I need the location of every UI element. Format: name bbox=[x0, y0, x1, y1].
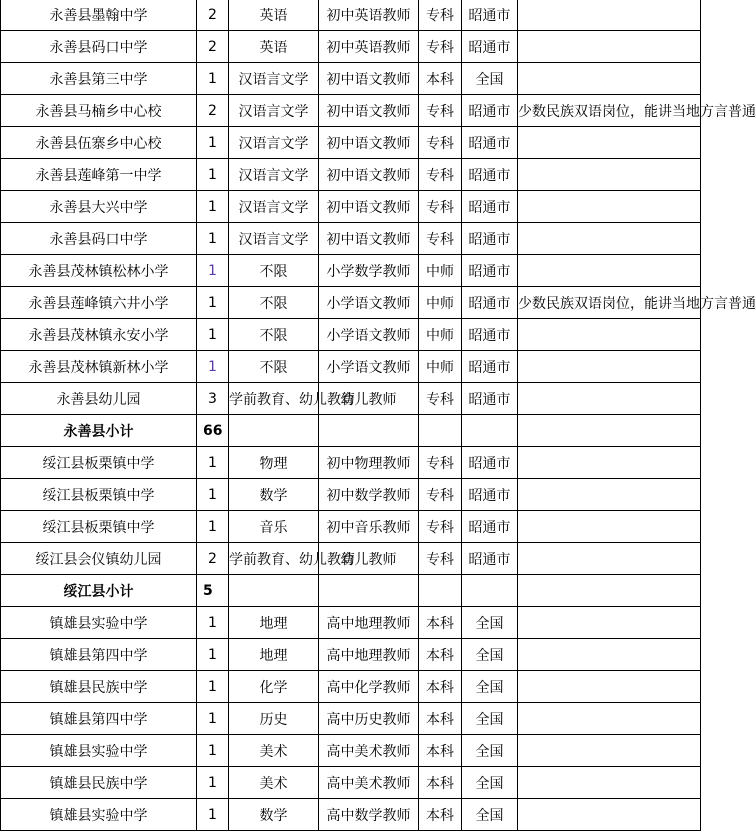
note-cell bbox=[518, 703, 701, 735]
table-row bbox=[1, 159, 701, 191]
note-cell bbox=[518, 799, 701, 831]
count-cell: 2 bbox=[197, 0, 229, 31]
school-cell: 镇雄县第四中学 bbox=[1, 639, 197, 671]
education-cell: 本科 bbox=[419, 607, 462, 639]
school-cell: 镇雄县实验中学 bbox=[1, 735, 197, 767]
table-body bbox=[1, 0, 756, 831]
scope-cell: 全国 bbox=[462, 735, 518, 767]
major-cell: 汉语言文学 bbox=[229, 95, 319, 127]
school-cell: 绥江县会仪镇幼儿园 bbox=[1, 543, 197, 575]
education-cell: 专科 bbox=[419, 31, 462, 63]
subtotal-label-cell: 绥江县小计 bbox=[1, 575, 197, 607]
education-cell: 本科 bbox=[419, 703, 462, 735]
note-cell bbox=[518, 159, 701, 191]
school-cell: 永善县茂林镇永安小学 bbox=[1, 319, 197, 351]
count-cell: 1 bbox=[197, 671, 229, 703]
count-cell: 2 bbox=[197, 31, 229, 63]
table-row bbox=[1, 767, 701, 799]
count-cell: 2 bbox=[197, 95, 229, 127]
table-row bbox=[1, 319, 701, 351]
table-row bbox=[1, 0, 701, 31]
major-cell: 不限 bbox=[229, 287, 319, 319]
note-cell bbox=[518, 383, 701, 415]
note-cell bbox=[518, 543, 701, 575]
post-cell: 初中语文教师 bbox=[319, 127, 419, 159]
count-cell: 1 bbox=[197, 319, 229, 351]
scope-cell: 昭通市 bbox=[462, 511, 518, 543]
scope-cell: 昭通市 bbox=[462, 0, 518, 31]
scope-cell: 昭通市 bbox=[462, 287, 518, 319]
post-cell: 小学语文教师 bbox=[319, 287, 419, 319]
scope-cell: 昭通市 bbox=[462, 447, 518, 479]
post-cell: 初中音乐教师 bbox=[319, 511, 419, 543]
post-cell: 高中数学教师 bbox=[319, 799, 419, 831]
major-cell: 汉语言文学 bbox=[229, 159, 319, 191]
major-cell: 英语 bbox=[229, 0, 319, 31]
count-cell: 3 bbox=[197, 383, 229, 415]
school-cell: 镇雄县实验中学 bbox=[1, 799, 197, 831]
education-cell: 本科 bbox=[419, 735, 462, 767]
scope-cell: 昭通市 bbox=[462, 543, 518, 575]
education-cell: 本科 bbox=[419, 671, 462, 703]
table-row bbox=[1, 799, 701, 831]
count-cell: 1 bbox=[197, 479, 229, 511]
major-cell: 地理 bbox=[229, 639, 319, 671]
count-cell: 2 bbox=[197, 543, 229, 575]
count-cell: 1 bbox=[197, 703, 229, 735]
school-cell: 永善县茂林镇松林小学 bbox=[1, 255, 197, 287]
education-cell: 专科 bbox=[419, 511, 462, 543]
scope-cell: 全国 bbox=[462, 767, 518, 799]
scope-cell: 昭通市 bbox=[462, 223, 518, 255]
scope-cell: 昭通市 bbox=[462, 127, 518, 159]
major-cell: 不限 bbox=[229, 319, 319, 351]
count-cell: 1 bbox=[197, 799, 229, 831]
major-cell: 音乐 bbox=[229, 511, 319, 543]
post-cell: 初中语文教师 bbox=[319, 191, 419, 223]
table-row bbox=[1, 703, 701, 735]
subtotal-count-cell: 66 bbox=[197, 415, 229, 447]
empty-cell bbox=[419, 575, 462, 607]
scope-cell: 昭通市 bbox=[462, 479, 518, 511]
education-cell: 专科 bbox=[419, 383, 462, 415]
count-cell: 1 bbox=[197, 447, 229, 479]
empty-cell bbox=[462, 415, 518, 447]
note-cell bbox=[518, 607, 701, 639]
post-cell: 小学数学教师 bbox=[319, 255, 419, 287]
post-cell: 幼儿教师 bbox=[319, 383, 419, 415]
scope-cell: 昭通市 bbox=[462, 191, 518, 223]
table-row bbox=[1, 735, 701, 767]
count-cell: 1 bbox=[197, 63, 229, 95]
education-cell: 专科 bbox=[419, 159, 462, 191]
post-cell: 高中历史教师 bbox=[319, 703, 419, 735]
table-row bbox=[1, 127, 701, 159]
school-cell: 永善县码口中学 bbox=[1, 31, 197, 63]
scope-cell: 昭通市 bbox=[462, 383, 518, 415]
education-cell: 专科 bbox=[419, 191, 462, 223]
scope-cell: 昭通市 bbox=[462, 31, 518, 63]
empty-cell bbox=[518, 575, 701, 607]
education-cell: 本科 bbox=[419, 799, 462, 831]
school-cell: 镇雄县民族中学 bbox=[1, 671, 197, 703]
scope-cell: 全国 bbox=[462, 703, 518, 735]
table-row bbox=[1, 543, 701, 575]
school-cell: 绥江县板栗镇中学 bbox=[1, 479, 197, 511]
school-cell: 永善县墨翰中学 bbox=[1, 0, 197, 31]
post-cell: 幼儿教师 bbox=[319, 543, 419, 575]
scope-cell: 昭通市 bbox=[462, 255, 518, 287]
subtotal-label-cell: 永善县小计 bbox=[1, 415, 197, 447]
note-cell bbox=[518, 191, 701, 223]
major-cell: 英语 bbox=[229, 31, 319, 63]
count-cell: 1 bbox=[197, 191, 229, 223]
table-row bbox=[1, 95, 701, 127]
major-cell: 不限 bbox=[229, 255, 319, 287]
school-cell: 永善县码口中学 bbox=[1, 223, 197, 255]
table-row bbox=[1, 223, 701, 255]
note-cell bbox=[518, 319, 701, 351]
table-row bbox=[1, 255, 701, 287]
school-cell: 永善县大兴中学 bbox=[1, 191, 197, 223]
major-cell: 汉语言文学 bbox=[229, 223, 319, 255]
major-cell: 地理 bbox=[229, 607, 319, 639]
school-cell: 永善县茂林镇新林小学 bbox=[1, 351, 197, 383]
table-row bbox=[1, 63, 701, 95]
major-cell: 化学 bbox=[229, 671, 319, 703]
table-row bbox=[1, 31, 701, 63]
table-row bbox=[1, 511, 701, 543]
education-cell: 专科 bbox=[419, 447, 462, 479]
education-cell: 专科 bbox=[419, 0, 462, 31]
note-cell: 少数民族双语岗位，能讲当地方言普通 bbox=[518, 287, 701, 319]
note-cell bbox=[518, 255, 701, 287]
empty-cell bbox=[319, 415, 419, 447]
note-cell bbox=[518, 639, 701, 671]
post-cell: 初中数学教师 bbox=[319, 479, 419, 511]
subtotal-count-cell: 5 bbox=[197, 575, 229, 607]
major-cell: 汉语言文学 bbox=[229, 63, 319, 95]
school-cell: 镇雄县实验中学 bbox=[1, 607, 197, 639]
education-cell: 本科 bbox=[419, 639, 462, 671]
subtotal-row bbox=[1, 575, 701, 607]
table-row bbox=[1, 287, 701, 319]
table-row bbox=[1, 607, 701, 639]
note-cell bbox=[518, 223, 701, 255]
education-cell: 中师 bbox=[419, 351, 462, 383]
major-cell: 美术 bbox=[229, 735, 319, 767]
post-cell: 小学语文教师 bbox=[319, 319, 419, 351]
education-cell: 专科 bbox=[419, 95, 462, 127]
post-cell: 高中地理教师 bbox=[319, 639, 419, 671]
empty-cell bbox=[419, 415, 462, 447]
school-cell: 永善县马楠乡中心校 bbox=[1, 95, 197, 127]
note-cell bbox=[518, 671, 701, 703]
post-cell: 初中语文教师 bbox=[319, 95, 419, 127]
education-cell: 中师 bbox=[419, 319, 462, 351]
table-row bbox=[1, 351, 701, 383]
education-cell: 专科 bbox=[419, 543, 462, 575]
post-cell: 高中地理教师 bbox=[319, 607, 419, 639]
school-cell: 镇雄县民族中学 bbox=[1, 767, 197, 799]
note-cell bbox=[518, 479, 701, 511]
major-cell: 汉语言文学 bbox=[229, 127, 319, 159]
major-cell: 数学 bbox=[229, 479, 319, 511]
scope-cell: 全国 bbox=[462, 63, 518, 95]
post-cell: 初中英语教师 bbox=[319, 0, 419, 31]
post-cell: 高中美术教师 bbox=[319, 735, 419, 767]
post-cell: 初中语文教师 bbox=[319, 63, 419, 95]
post-cell: 初中语文教师 bbox=[319, 159, 419, 191]
post-cell: 初中语文教师 bbox=[319, 223, 419, 255]
post-cell: 初中物理教师 bbox=[319, 447, 419, 479]
school-cell: 永善县幼儿园 bbox=[1, 383, 197, 415]
scope-cell: 全国 bbox=[462, 607, 518, 639]
count-cell: 1 bbox=[197, 735, 229, 767]
count-cell: 1 bbox=[197, 639, 229, 671]
table-row bbox=[1, 671, 701, 703]
major-cell: 历史 bbox=[229, 703, 319, 735]
note-cell bbox=[518, 735, 701, 767]
count-cell: 1 bbox=[197, 511, 229, 543]
education-cell: 中师 bbox=[419, 287, 462, 319]
scope-cell: 全国 bbox=[462, 671, 518, 703]
note-cell bbox=[518, 0, 701, 31]
scope-cell: 昭通市 bbox=[462, 319, 518, 351]
major-cell: 数学 bbox=[229, 799, 319, 831]
education-cell: 专科 bbox=[419, 223, 462, 255]
note-cell bbox=[518, 447, 701, 479]
school-cell: 永善县莲峰镇六井小学 bbox=[1, 287, 197, 319]
education-cell: 专科 bbox=[419, 479, 462, 511]
school-cell: 永善县伍寨乡中心校 bbox=[1, 127, 197, 159]
education-cell: 中师 bbox=[419, 255, 462, 287]
table-row bbox=[1, 479, 701, 511]
major-cell: 学前教育、幼儿教育 bbox=[229, 543, 319, 575]
post-cell: 初中英语教师 bbox=[319, 31, 419, 63]
post-cell: 高中化学教师 bbox=[319, 671, 419, 703]
education-cell: 本科 bbox=[419, 767, 462, 799]
count-cell: 1 bbox=[197, 159, 229, 191]
school-cell: 绥江县板栗镇中学 bbox=[1, 511, 197, 543]
empty-cell bbox=[462, 575, 518, 607]
table-row bbox=[1, 383, 701, 415]
scope-cell: 昭通市 bbox=[462, 159, 518, 191]
note-cell bbox=[518, 127, 701, 159]
major-cell: 美术 bbox=[229, 767, 319, 799]
school-cell: 绥江县板栗镇中学 bbox=[1, 447, 197, 479]
count-cell: 1 bbox=[197, 223, 229, 255]
count-cell: 1 bbox=[197, 767, 229, 799]
table-row bbox=[1, 639, 701, 671]
count-cell: 1 bbox=[197, 255, 229, 287]
major-cell: 物理 bbox=[229, 447, 319, 479]
major-cell: 学前教育、幼儿教育 bbox=[229, 383, 319, 415]
count-cell: 1 bbox=[197, 351, 229, 383]
subtotal-row bbox=[1, 415, 701, 447]
count-cell: 1 bbox=[197, 127, 229, 159]
scope-cell: 昭通市 bbox=[462, 95, 518, 127]
note-cell bbox=[518, 511, 701, 543]
table-row bbox=[1, 191, 701, 223]
post-cell: 小学语文教师 bbox=[319, 351, 419, 383]
post-cell: 高中美术教师 bbox=[319, 767, 419, 799]
note-cell: 少数民族双语岗位，能讲当地方言普通 bbox=[518, 95, 701, 127]
note-cell bbox=[518, 767, 701, 799]
school-cell: 镇雄县第四中学 bbox=[1, 703, 197, 735]
major-cell: 不限 bbox=[229, 351, 319, 383]
table-row bbox=[1, 447, 701, 479]
school-cell: 永善县莲峰第一中学 bbox=[1, 159, 197, 191]
note-cell bbox=[518, 31, 701, 63]
scope-cell: 昭通市 bbox=[462, 351, 518, 383]
education-cell: 本科 bbox=[419, 63, 462, 95]
empty-cell bbox=[229, 575, 319, 607]
empty-cell bbox=[518, 415, 701, 447]
school-cell: 永善县第三中学 bbox=[1, 63, 197, 95]
major-cell: 汉语言文学 bbox=[229, 191, 319, 223]
note-cell bbox=[518, 351, 701, 383]
count-cell: 1 bbox=[197, 287, 229, 319]
note-cell bbox=[518, 63, 701, 95]
empty-cell bbox=[319, 575, 419, 607]
count-cell: 1 bbox=[197, 607, 229, 639]
empty-cell bbox=[229, 415, 319, 447]
scope-cell: 全国 bbox=[462, 639, 518, 671]
education-cell: 专科 bbox=[419, 127, 462, 159]
scope-cell: 全国 bbox=[462, 799, 518, 831]
